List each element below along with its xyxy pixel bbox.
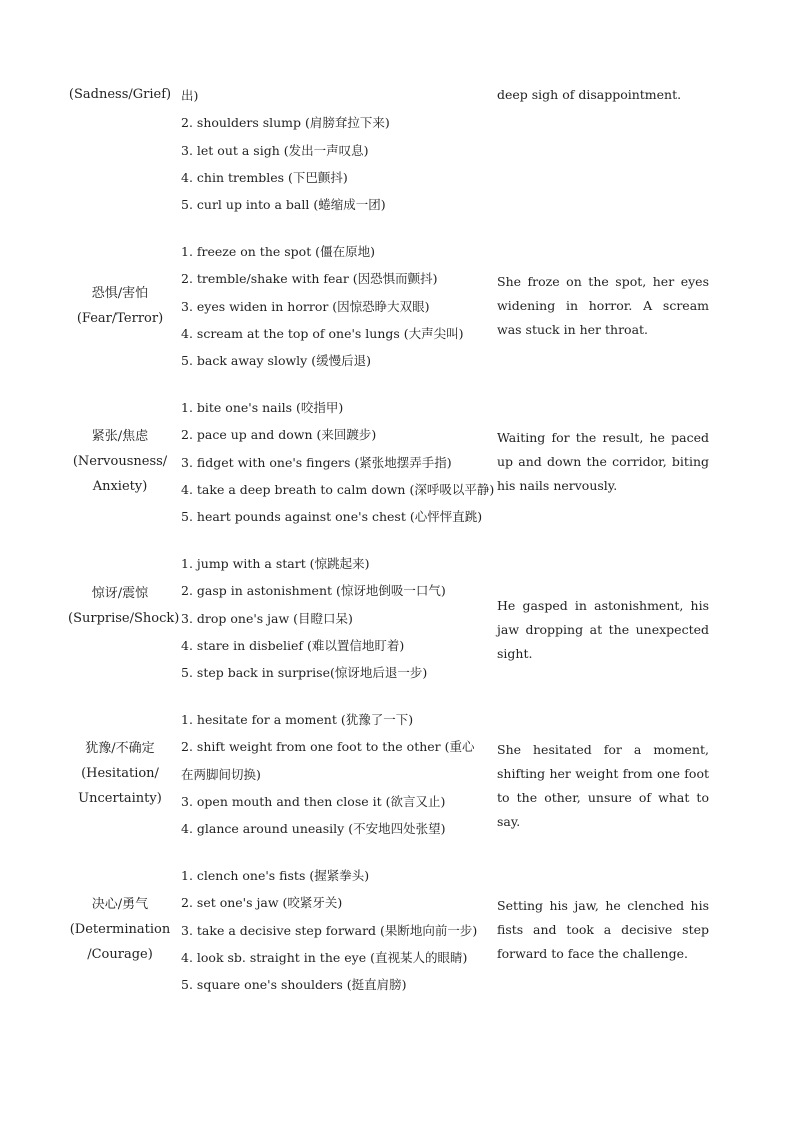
expression-item: 4. glance around uneasily (不安地四处张望) (181, 821, 446, 837)
emotion-cell (68, 581, 180, 631)
expression-item: 1. hesitate for a moment (犹豫了一下) (181, 712, 414, 727)
emotion-label: 犹豫/不确定 (Hesitation/ Uncertainty) (78, 741, 162, 806)
expression-item: 3. drop one's jaw (目瞪口呆) (181, 610, 353, 626)
expression-item: 4. take a deep breath to calm down (深呼吸以平静) (181, 481, 495, 497)
expression-item: 3. open mouth and then close it (欲言又止) (181, 793, 446, 809)
expression-item: 5. heart pounds against one's chest (心怦怦直跳) (181, 509, 483, 525)
example-sentence: deep sigh of disappointment. (497, 87, 682, 102)
expressions-cell (181, 82, 481, 218)
emotion-label: 决心/勇气 (Determination /Courage) (69, 897, 171, 962)
expression-item: 4. scream at the top of one's lungs (大声尖叫) (181, 325, 464, 341)
example-sentence: She hesitated for a moment, shifting her weight from one foot to the other, unsure of what to say. (497, 742, 709, 829)
expression-item: 1. jump with a start (惊跳起来) (181, 556, 370, 571)
example-cell (497, 894, 709, 966)
emotion-label: 惊讶/震惊 (Surprise/Shock) (68, 586, 180, 626)
expressions-cell (181, 706, 481, 842)
emotion-cell (68, 424, 172, 499)
expression-item: 4. look sb. straight in the eye (直视某人的眼睛) (181, 949, 468, 965)
emotion-cell (68, 82, 172, 107)
expression-item: 2. pace up and down (来回踱步) (181, 427, 377, 443)
expression-item: 3. take a decisive step forward (果断地向前一步) (181, 922, 478, 938)
emotion-label: (Sadness/Grief) (68, 87, 172, 102)
example-sentence: Waiting for the result, he paced up and down the corridor, biting his nails nervously. (497, 430, 709, 493)
expression-item: 5. step back in surprise(惊讶地后退一步) (181, 665, 428, 681)
emotion-label: 紧张/焦虑 (Nervousness/ Anxiety) (72, 429, 168, 494)
expression-item: 5. back away slowly (缓慢后退) (181, 353, 371, 369)
expressions-cell (181, 862, 481, 998)
emotion-cell (68, 281, 172, 331)
expressions-cell (181, 550, 481, 686)
example-sentence: He gasped in astonishment, his jaw dropping at the unexpected sight. (497, 598, 709, 661)
example-sentence: She froze on the spot, her eyes widening in horror. A scream was stuck in her throat. (497, 274, 709, 337)
example-sentence: Setting his jaw, he clenched his fists and took a decisive step forward to face the challenge. (497, 898, 709, 961)
expression-item: 2. gasp in astonishment (惊讶地倒吸一口气) (181, 583, 446, 599)
expression-item: 1. freeze on the spot (僵在原地) (181, 244, 375, 259)
emotion-cell (68, 736, 172, 811)
expressions-cell (181, 394, 495, 530)
expression-item: 1. bite one's nails (咬指甲) (181, 400, 344, 415)
emotion-cell (68, 892, 172, 967)
expression-item: 5. square one's shoulders (挺直肩膀) (181, 977, 407, 993)
example-cell (497, 738, 709, 834)
expression-item: 4. chin trembles (下巴颤抖) (181, 169, 348, 185)
expression-item: 3. let out a sigh (发出一声叹息) (181, 142, 369, 158)
example-cell (497, 270, 709, 342)
expression-item: 2. shift weight from one foot to the other (重心在两脚间切换) (181, 739, 475, 782)
example-cell (497, 426, 709, 498)
example-cell (497, 83, 709, 107)
example-cell (497, 594, 709, 666)
expressions-cell (181, 238, 481, 374)
expression-item: 5. curl up into a ball (蜷缩成一团) (181, 197, 386, 213)
expression-item: 2. tremble/shake with fear (因恐惧而颤抖) (181, 271, 438, 287)
expression-item: 出) (181, 88, 199, 103)
expression-item: 1. clench one's fists (握紧拳头) (181, 868, 370, 883)
expression-item: 4. stare in disbelief (难以置信地盯着) (181, 637, 405, 653)
expression-item: 2. shoulders slump (肩膀耷拉下来) (181, 115, 390, 131)
expression-item: 3. eyes widen in horror (因惊恐睁大双眼) (181, 298, 430, 314)
expression-item: 3. fidget with one's fingers (紧张地摆弄手指) (181, 454, 452, 470)
emotion-label: 恐惧/害怕 (Fear/Terror) (76, 286, 164, 326)
expression-item: 2. set one's jaw (咬紧牙关) (181, 895, 343, 911)
